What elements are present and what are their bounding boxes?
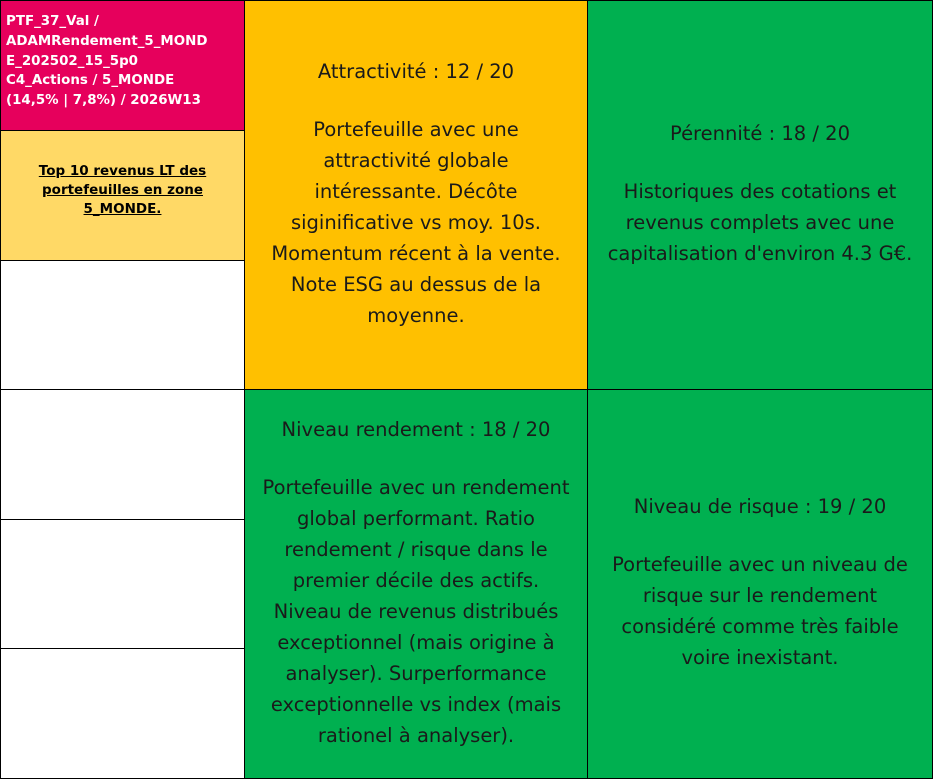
rendement-body: [263, 472, 570, 751]
attractivite-title: Attractivité : 12 / 20: [317, 59, 515, 83]
body-line: rendement / risque dans le: [284, 537, 548, 561]
body-line: Portefeuille avec un niveau de: [612, 553, 908, 576]
blank-cell: [0, 389, 245, 520]
portfolio-header: [0, 0, 245, 131]
body-line: Portefeuille avec une: [313, 117, 519, 141]
body-line: rationel à analyser).: [317, 723, 515, 747]
body-line: Historiques des cotations et: [623, 179, 897, 203]
header-line: E_202502_15_5p0: [6, 53, 138, 69]
body-line: capitalisation d'environ 4.3 G€.: [607, 241, 913, 265]
risque-body: [612, 549, 908, 673]
top-link-line: Top 10 revenus LT des: [38, 163, 207, 179]
body-line: moyenne.: [367, 303, 465, 327]
body-line: considéré comme très faible: [621, 615, 899, 638]
rendement-title: Niveau rendement : 18 / 20: [281, 417, 551, 441]
body-line: attractivité globale: [323, 148, 509, 172]
header-line: (14,5% | 7,8%) / 2026W13: [6, 93, 201, 109]
body-line: intéressante. Décôte: [314, 179, 518, 203]
body-line: siginificative vs moy. 10s.: [290, 210, 542, 234]
body-line: risque sur le rendement: [642, 584, 878, 607]
header-line: C4_Actions / 5_MONDE: [6, 73, 175, 89]
blank-cell: [0, 519, 245, 649]
attractivite-body: [271, 114, 560, 331]
body-line: revenus complets avec une: [625, 210, 895, 234]
header-line: ADAMRendement_5_MOND: [6, 33, 208, 49]
blank-cell: [0, 648, 245, 779]
blank-cell: [0, 260, 245, 390]
body-line: Portefeuille avec un rendement: [262, 475, 570, 499]
perennite-card: [587, 0, 933, 390]
perennite-title: Pérennité : 18 / 20: [670, 121, 850, 145]
body-line: premier décile des actifs.: [292, 568, 540, 592]
risque-title: Niveau de risque : 19 / 20: [633, 495, 887, 518]
attractivite-card: [244, 0, 588, 390]
body-line: global performant. Ratio: [297, 506, 535, 530]
top-link-line: portefeuilles en zone: [42, 182, 203, 198]
body-line: exceptionnel (mais origine à: [277, 630, 555, 654]
body-line: exceptionnelle vs index (mais: [270, 692, 562, 716]
body-line: voire inexistant.: [681, 646, 839, 669]
body-line: Note ESG au dessus de la: [290, 272, 542, 296]
rendement-card: [244, 389, 588, 779]
header-line: PTF_37_Val /: [6, 14, 99, 29]
body-line: Momentum récent à la vente.: [271, 241, 561, 265]
body-line: Niveau de revenus distribués: [273, 599, 559, 623]
risque-card: [587, 389, 933, 779]
top-link-line: 5_MONDE.: [83, 201, 162, 217]
body-line: analyser). Surperformance: [285, 661, 547, 685]
perennite-body: [608, 176, 913, 269]
top-10-link[interactable]: [0, 130, 245, 261]
